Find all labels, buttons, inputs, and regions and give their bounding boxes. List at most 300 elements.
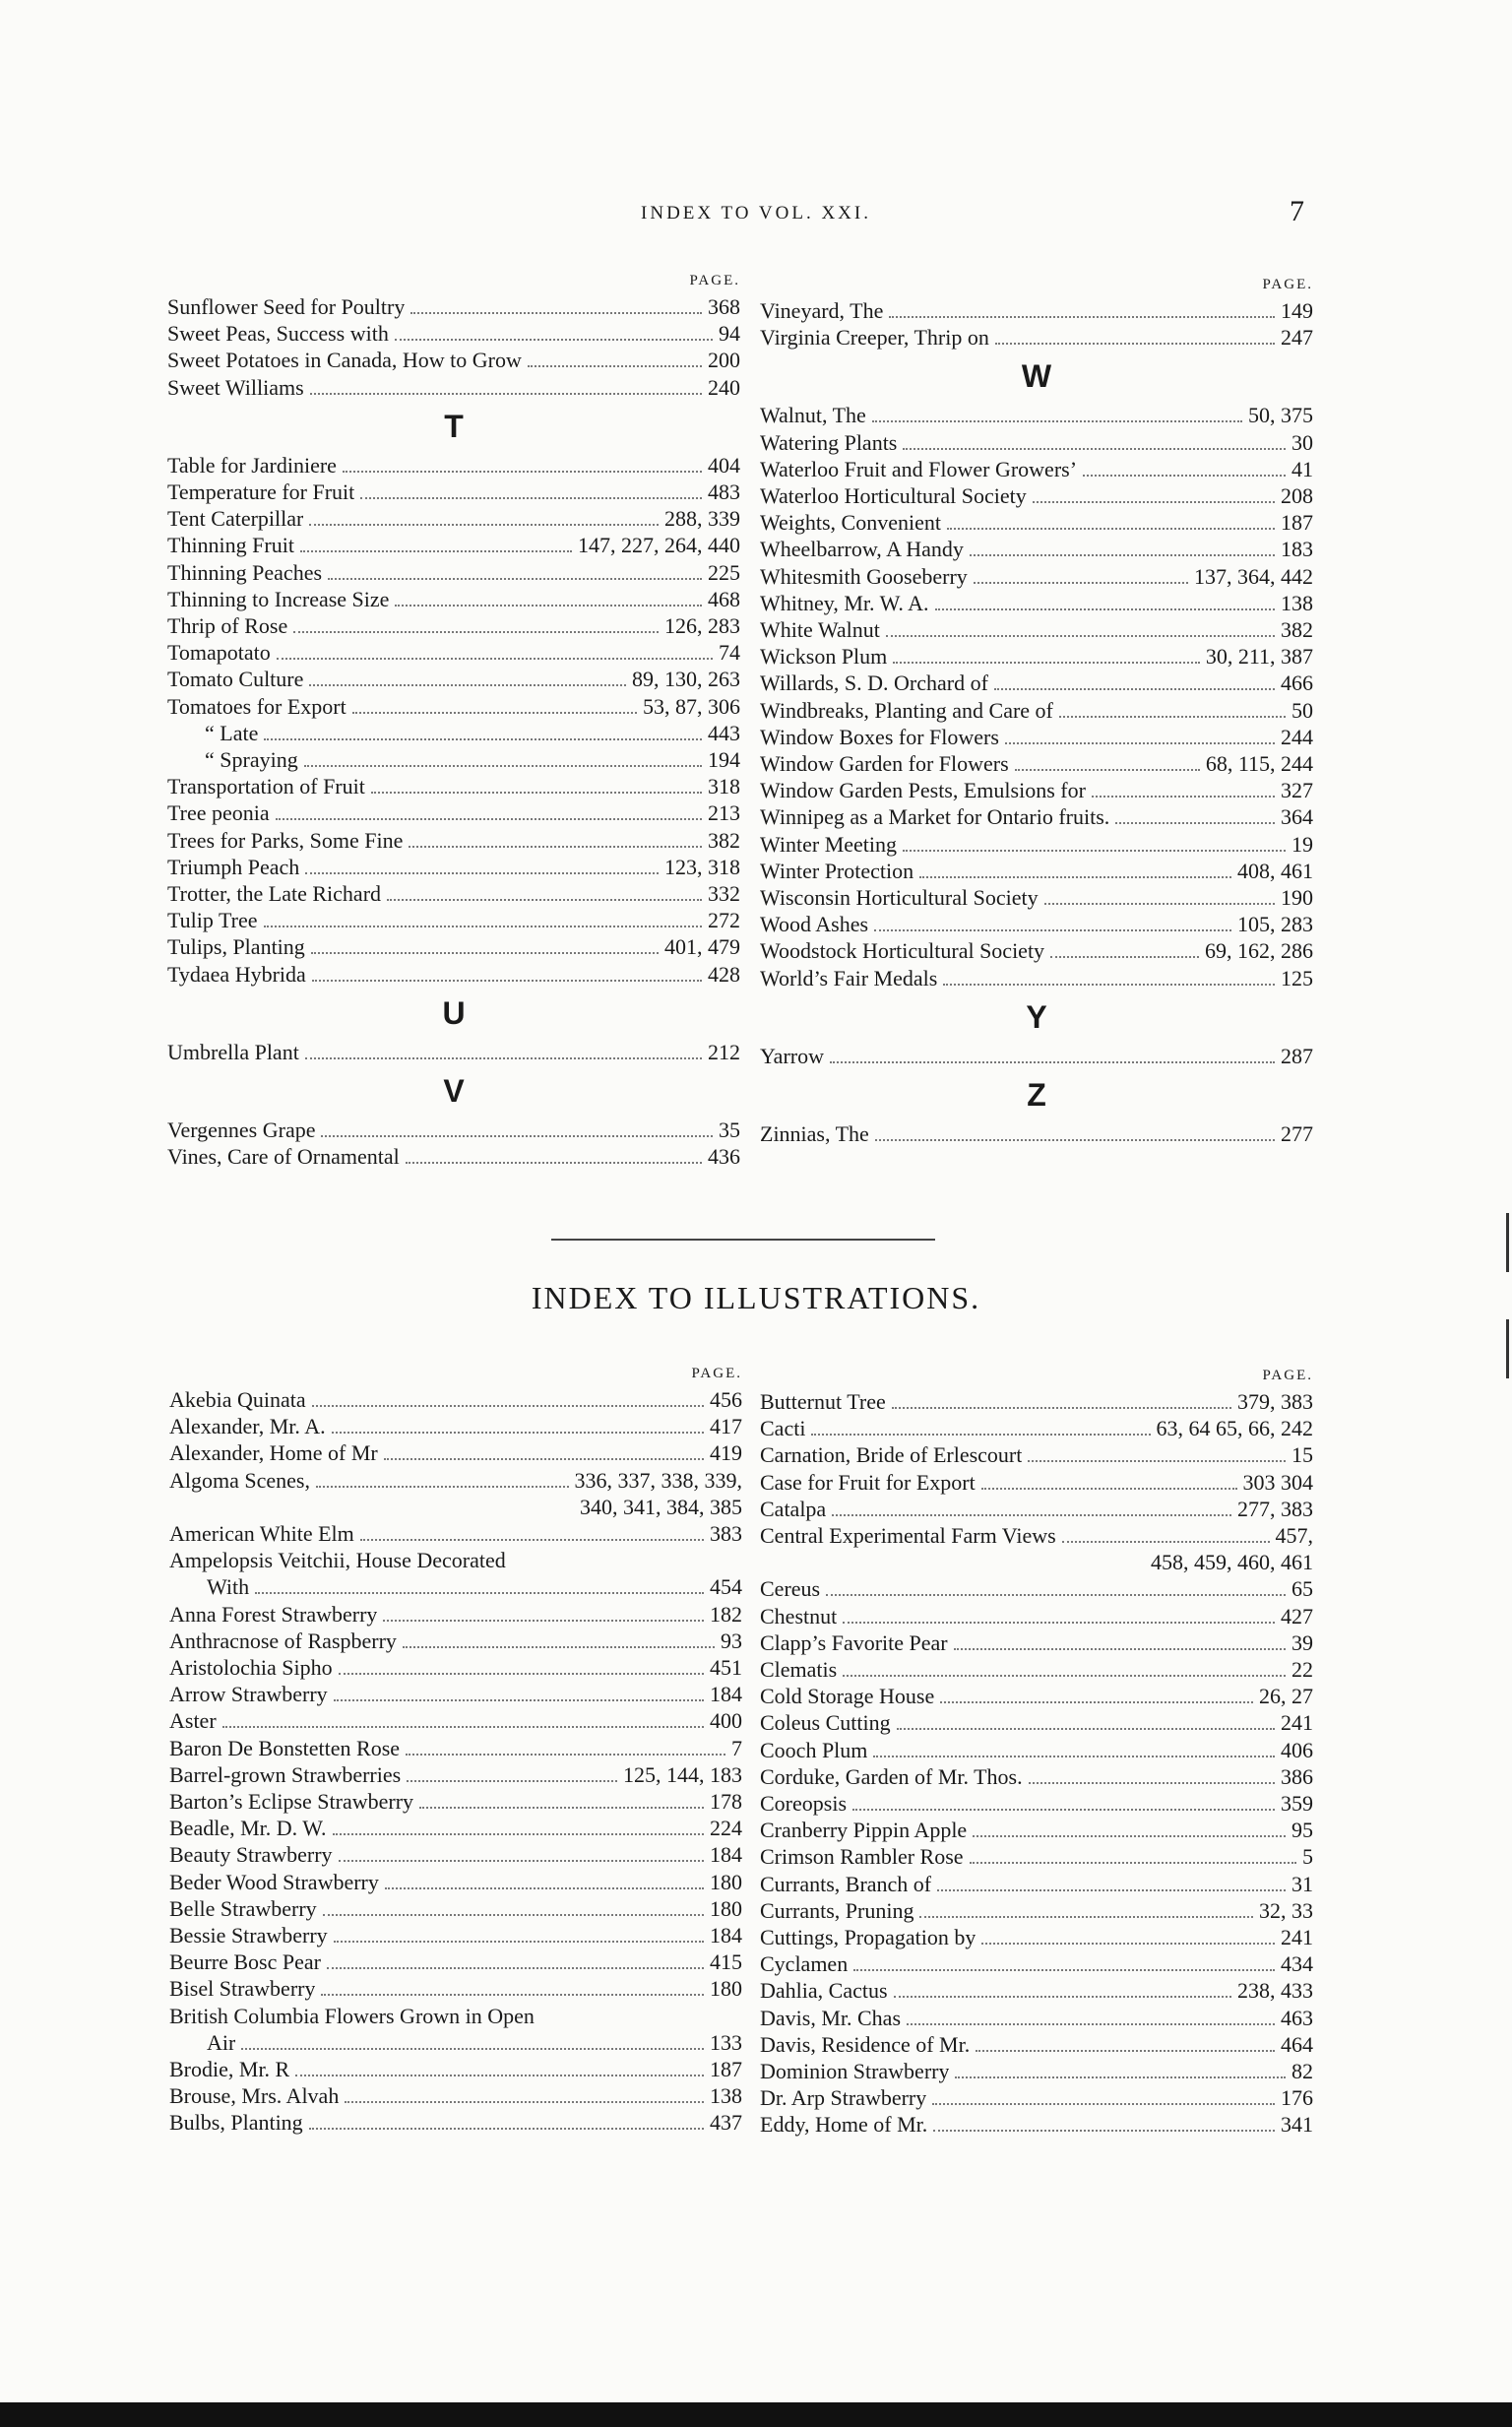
entry-text: Currants, Pruning (760, 1897, 914, 1923)
leader-dots (332, 1432, 704, 1434)
index-entry (760, 509, 1313, 536)
index-entry (167, 961, 740, 988)
leader-dots (830, 1061, 1275, 1063)
leader-dots (321, 1135, 713, 1137)
leader-dots (843, 1675, 1286, 1677)
entry-pages: 69, 162, 286 (1205, 938, 1313, 964)
entry-text: Catalpa (760, 1496, 827, 1521)
entry-pages: 244 (1281, 724, 1313, 749)
entry-pages: 31 (1292, 1871, 1313, 1896)
leader-dots (528, 365, 702, 367)
entry-pages: 126, 283 (664, 613, 740, 639)
entry-pages: 427 (1281, 1603, 1313, 1629)
leader-dots (310, 393, 702, 395)
entry-pages: 468 (708, 586, 740, 611)
leader-dots (976, 2050, 1275, 2052)
index-entry (760, 777, 1313, 803)
entry-pages: 247 (1281, 325, 1313, 351)
index-entry (167, 720, 740, 746)
entry-text: Beder Wood Strawberry (169, 1869, 379, 1894)
entry-pages: 187 (1281, 510, 1313, 536)
entry-pages: 194 (708, 747, 740, 773)
entry-text: Temperature for Fruit (167, 479, 355, 505)
leader-dots (981, 1488, 1237, 1490)
entry-text: Davis, Residence of Mr. (760, 2031, 971, 2057)
entry-text: Wisconsin Horticultural Society (760, 885, 1039, 911)
index-entry (167, 1117, 740, 1143)
entry-pages: 105, 283 (1237, 912, 1313, 937)
section-divider (551, 1239, 935, 1241)
index-entry (760, 1629, 1313, 1656)
index-entry (760, 697, 1313, 724)
index-entry (760, 590, 1313, 616)
entry-text: Ampelopsis Veitchii, House Decorated (169, 1548, 506, 1573)
entry-text: Tydaea Hybrida (167, 961, 306, 987)
index-entry (169, 1707, 742, 1734)
entry-text: Tulips, Planting (167, 934, 305, 960)
index-entry (169, 1895, 742, 1922)
entry-pages: 457, (1275, 1523, 1313, 1549)
entry-pages: 50, 375 (1248, 403, 1313, 428)
entry-text: Window Garden for Flowers (760, 751, 1009, 777)
entry-text: Cacti (760, 1416, 806, 1441)
leader-dots (919, 1916, 1253, 1918)
entry-pages: 184 (710, 1682, 742, 1707)
index-entry (760, 536, 1313, 562)
index-entry (169, 1439, 742, 1466)
leader-dots (305, 1057, 702, 1059)
entry-pages: 332 (708, 881, 740, 907)
entry-pages: 149 (1281, 298, 1313, 323)
leader-dots (395, 605, 702, 607)
index-entry (169, 1413, 742, 1439)
leader-dots (345, 2101, 704, 2103)
entry-text: Wickson Plum (760, 644, 888, 670)
entry-pages: 241 (1281, 1925, 1313, 1950)
entry-text: Davis, Mr. Chas (760, 2005, 901, 2030)
scan-bottom-edge (0, 2402, 1512, 2427)
entry-pages: 463 (1281, 2005, 1313, 2030)
leader-dots (371, 792, 702, 794)
entry-text: Whitney, Mr. W. A. (760, 590, 929, 615)
entry-text: Thrip of Rose (167, 613, 288, 639)
entry-pages: 428 (708, 961, 740, 987)
entry-text: Cold Storage House (760, 1684, 935, 1709)
entry-pages: 415 (710, 1949, 742, 1975)
entry-pages: 364 (1281, 804, 1313, 830)
entry-pages: 180 (710, 1869, 742, 1894)
entry-pages: 383 (710, 1521, 742, 1547)
index-column-left (167, 268, 740, 1170)
leader-dots (852, 1809, 1275, 1811)
index-entry (167, 746, 740, 773)
index-entry (167, 639, 740, 666)
entry-pages: 74 (719, 640, 740, 666)
entry-text: Sunflower Seed for Poultry (167, 294, 406, 319)
index-entry (169, 1681, 742, 1707)
index-entry (760, 1737, 1313, 1763)
entry-pages: 318 (708, 774, 740, 799)
leader-dots (387, 899, 702, 901)
entry-text: Transportation of Fruit (167, 774, 365, 799)
leader-dots (309, 524, 659, 526)
entry-text: Window Boxes for Flowers (760, 724, 999, 749)
leader-dots (304, 765, 702, 767)
leader-dots (295, 2075, 704, 2076)
index-entry (169, 1654, 742, 1681)
entry-text: Beadle, Mr. D. W. (169, 1816, 327, 1841)
leader-dots (276, 818, 702, 820)
entry-text: Walnut, The (760, 403, 866, 428)
leader-dots (940, 1701, 1253, 1703)
entry-pages: 15 (1292, 1442, 1313, 1468)
entry-text: Winter Meeting (760, 831, 898, 857)
leader-dots (889, 316, 1275, 318)
entry-pages: 183 (1281, 537, 1313, 562)
leader-dots (309, 684, 626, 686)
index-entry (167, 880, 740, 907)
entry-text: Akebia Quinata (169, 1387, 306, 1412)
running-head: INDEX TO VOL. XXI. (641, 203, 871, 224)
entry-pages: 404 (708, 452, 740, 478)
entry-text: Dr. Arp Strawberry (760, 2085, 927, 2111)
entry-pages: 277, 383 (1237, 1496, 1313, 1521)
entry-pages: 93 (721, 1628, 742, 1653)
entry-pages: 50 (1292, 697, 1313, 723)
entry-pages: 408, 461 (1237, 858, 1313, 883)
index-entry (760, 724, 1313, 750)
leader-dots (1062, 1541, 1270, 1543)
entry-text: Brodie, Mr. R (169, 2057, 290, 2082)
entry-text: Cooch Plum (760, 1737, 868, 1762)
entry-text: Whitesmith Gooseberry (760, 563, 968, 589)
index-entry (169, 1922, 742, 1948)
entry-pages: 437 (710, 2110, 742, 2136)
leader-dots (360, 497, 702, 499)
index-entry (167, 799, 740, 826)
entry-text: Aristolochia Sipho (169, 1655, 333, 1681)
leader-dots (1050, 956, 1199, 958)
scan-edge-mark (1506, 1213, 1509, 1272)
index-entry (760, 1843, 1313, 1870)
entry-pages: 382 (708, 827, 740, 853)
leader-dots (894, 1996, 1231, 1998)
index-entry-continuation: 458, 459, 460, 461 (1151, 1550, 1313, 1575)
index-entry (167, 612, 740, 639)
entry-text: Chestnut (760, 1603, 838, 1629)
entry-pages: 35 (719, 1118, 740, 1143)
entry-pages: 147, 227, 264, 440 (578, 533, 740, 558)
index-entry (760, 965, 1313, 991)
index-entry (760, 1977, 1313, 2004)
index-entry (167, 827, 740, 854)
index-entry (167, 293, 740, 320)
leader-dots (277, 658, 713, 660)
leader-dots (874, 929, 1231, 931)
entry-text: Table for Jardiniere (167, 452, 337, 478)
index-entry (169, 1948, 742, 1975)
leader-dots (264, 738, 702, 740)
entry-text: Tulip Tree (167, 908, 258, 933)
entry-pages: 382 (1281, 617, 1313, 643)
index-entry (167, 452, 740, 479)
leader-dots (933, 2130, 1275, 2132)
index-entry (760, 563, 1313, 590)
leader-dots (343, 471, 702, 473)
entry-pages: 138 (1281, 590, 1313, 615)
entry-pages: 238, 433 (1237, 1978, 1313, 2004)
entry-text: Beurre Bosc Pear (169, 1949, 321, 1975)
index-entry (167, 854, 740, 880)
entry-pages: 95 (1292, 1818, 1313, 1843)
entry-pages: 400 (710, 1708, 742, 1734)
leader-dots (321, 1994, 704, 1996)
entry-pages: 178 (710, 1789, 742, 1815)
entry-pages: 436 (708, 1144, 740, 1170)
section-letter: U (442, 994, 466, 1031)
index-entry (169, 1975, 742, 2002)
index-entry (760, 297, 1313, 324)
leader-dots (974, 582, 1188, 584)
index-entry (169, 2082, 742, 2109)
leader-dots (327, 1967, 704, 1969)
index-entry (167, 505, 740, 532)
entry-text: Yarrow (760, 1043, 824, 1068)
section-letter: T (444, 408, 464, 444)
entry-text: Air (207, 2029, 236, 2055)
leader-dots (1092, 796, 1275, 798)
entry-pages: 417 (710, 1414, 742, 1439)
index-entry (760, 1817, 1313, 1843)
index-column-right (760, 272, 1313, 1147)
entry-text: Butternut Tree (760, 1389, 886, 1414)
index-entry (760, 1897, 1313, 1924)
entry-pages: 182 (710, 1601, 742, 1627)
index-entry (169, 2056, 742, 2082)
entry-pages: 212 (708, 1039, 740, 1064)
leader-dots (1033, 501, 1275, 503)
leader-dots (1015, 769, 1200, 771)
entry-text: With (207, 1574, 250, 1600)
entry-pages: 180 (710, 1895, 742, 1921)
section-letter: Z (1027, 1077, 1046, 1114)
page-column-label: PAGE. (689, 273, 740, 288)
leader-dots (947, 528, 1275, 530)
index-entry (167, 666, 740, 692)
entry-pages: 7 (731, 1735, 742, 1760)
leader-dots (994, 688, 1275, 690)
index-entry (760, 884, 1313, 911)
entry-pages: 277 (1281, 1121, 1313, 1147)
entry-pages: 368 (708, 294, 740, 319)
leader-dots (384, 1458, 704, 1460)
index-entry (760, 456, 1313, 482)
index-entry (167, 933, 740, 960)
entry-text: Currants, Branch of (760, 1871, 932, 1896)
entry-text: Tomapotato (167, 640, 271, 666)
entry-text: Clapp’s Favorite Pear (760, 1629, 948, 1655)
entry-text: “ Late (205, 720, 259, 745)
leader-dots (903, 448, 1286, 450)
entry-text: Tent Caterpillar (167, 506, 304, 532)
entry-pages: 336, 337, 338, 339, (574, 1467, 742, 1493)
index-entry (760, 643, 1313, 670)
entry-text: Anthracnose of Raspberry (169, 1628, 397, 1653)
leader-dots (309, 2128, 704, 2130)
index-entry (760, 1656, 1313, 1683)
entry-text: Wheelbarrow, A Handy (760, 537, 964, 562)
entry-text: Barrel-grown Strawberries (169, 1761, 402, 1787)
entry-text: Waterloo Fruit and Flower Growers’ (760, 456, 1078, 481)
index-entry (169, 1815, 742, 1841)
index-entry (167, 773, 740, 799)
entry-pages: 200 (708, 348, 740, 373)
leader-dots (970, 1862, 1296, 1864)
leader-dots (875, 1139, 1275, 1141)
index-entry (760, 750, 1313, 777)
leader-dots (409, 846, 702, 848)
illustrations-column-right (760, 1363, 1313, 2139)
leader-dots (893, 662, 1200, 664)
leader-dots (873, 1756, 1275, 1757)
entry-pages: 272 (708, 908, 740, 933)
entry-text: Umbrella Plant (167, 1039, 299, 1064)
entry-text: Carnation, Bride of Erlescourt (760, 1442, 1023, 1468)
entry-text: Vergennes Grape (167, 1118, 316, 1143)
entry-pages: 180 (710, 1976, 742, 2002)
leader-dots (1083, 475, 1286, 477)
entry-pages: 39 (1292, 1629, 1313, 1655)
entry-pages: 68, 115, 244 (1205, 751, 1313, 777)
entry-text: Thinning Peaches (167, 559, 323, 585)
entry-pages: 184 (710, 1923, 742, 1948)
index-entry (167, 586, 740, 612)
entry-text: Algoma Scenes, (169, 1467, 310, 1493)
entry-pages: 123, 318 (664, 854, 740, 879)
entry-pages: 451 (710, 1655, 742, 1681)
entry-pages: 434 (1281, 1951, 1313, 1977)
entry-text: Zinnias, The (760, 1121, 869, 1147)
entry-text: Case for Fruit for Export (760, 1469, 976, 1495)
index-entry (760, 1763, 1313, 1790)
index-entry (169, 2109, 742, 2136)
entry-pages: 30 (1292, 429, 1313, 455)
scan-edge-mark (1506, 1319, 1509, 1378)
entry-pages: 359 (1281, 1791, 1313, 1817)
entry-pages: 483 (708, 479, 740, 505)
entry-text: Alexander, Home of Mr (169, 1440, 378, 1466)
entry-pages: 137, 364, 442 (1194, 563, 1313, 589)
entry-text: Thinning Fruit (167, 533, 294, 558)
entry-pages: 65 (1292, 1576, 1313, 1602)
leader-dots (293, 631, 659, 633)
leader-dots (328, 578, 702, 580)
leader-dots (241, 2048, 704, 2050)
index-entry (169, 1735, 742, 1761)
index-entry (167, 1143, 740, 1170)
entry-pages: 466 (1281, 671, 1313, 696)
entry-pages: 419 (710, 1440, 742, 1466)
entry-text: Sweet Peas, Success with (167, 321, 389, 347)
entry-pages: 63, 64 65, 66, 242 (1156, 1416, 1313, 1441)
leader-dots (403, 1646, 715, 1648)
index-entry (760, 429, 1313, 456)
index-entry (167, 320, 740, 347)
entry-text: Baron De Bonstetten Rose (169, 1735, 401, 1760)
leader-dots (843, 1622, 1275, 1624)
leader-dots (954, 1648, 1286, 1650)
index-entry (760, 937, 1313, 964)
entry-text: Coleus Cutting (760, 1710, 891, 1736)
entry-text: Willards, S. D. Orchard of (760, 671, 988, 696)
leader-dots (919, 876, 1231, 878)
entry-pages: 379, 383 (1237, 1389, 1313, 1414)
entry-text: Dahlia, Cactus (760, 1978, 888, 2004)
entry-pages: 19 (1292, 831, 1313, 857)
leader-dots (323, 1914, 704, 1916)
entry-text: Bessie Strawberry (169, 1923, 328, 1948)
leader-dots (1005, 742, 1275, 744)
index-entry (169, 1788, 742, 1815)
leader-dots (943, 984, 1275, 986)
page-column-label: PAGE. (1262, 277, 1313, 292)
entry-pages: 26, 27 (1259, 1684, 1313, 1709)
entry-text: Cuttings, Propagation by (760, 1925, 976, 1950)
entry-text: Watering Plants (760, 429, 898, 455)
entry-text: Tomatoes for Export (167, 693, 346, 719)
index-entry (169, 1386, 742, 1413)
index-entry (760, 858, 1313, 884)
index-entry (760, 1950, 1313, 1977)
index-entry (760, 2111, 1313, 2138)
leader-dots (406, 1162, 702, 1164)
entry-text: Aster (169, 1708, 217, 1734)
entry-text: Coreopsis (760, 1791, 847, 1817)
leader-dots (333, 1833, 705, 1835)
leader-dots (872, 420, 1242, 422)
page-number: 7 (1290, 195, 1304, 227)
entry-text: Sweet Potatoes in Canada, How to Grow (167, 348, 522, 373)
entry-text: Woodstock Horticultural Society (760, 938, 1045, 964)
entry-text: Belle Strawberry (169, 1895, 317, 1921)
leader-dots (339, 1860, 704, 1862)
index-entry (760, 2005, 1313, 2031)
leader-dots (981, 1943, 1275, 1945)
index-entry (760, 831, 1313, 858)
index-entry (760, 1388, 1313, 1415)
entry-pages: 327 (1281, 778, 1313, 803)
leader-dots (264, 926, 702, 927)
entry-text: Bisel Strawberry (169, 1976, 316, 2002)
index-entry (760, 1522, 1313, 1549)
entry-text: Trotter, the Late Richard (167, 881, 382, 907)
leader-dots (1028, 1460, 1286, 1462)
leader-dots (419, 1807, 704, 1809)
entry-text: British Columbia Flowers Grown in Open (169, 2003, 535, 2028)
leader-dots (334, 1941, 704, 1943)
index-entry (760, 1575, 1313, 1602)
entry-text: Triumph Peach (167, 854, 300, 879)
index-entry (169, 1841, 742, 1868)
index-entry (169, 1628, 742, 1654)
leader-dots (410, 312, 702, 314)
index-entry (760, 1496, 1313, 1522)
index-entry (169, 2029, 742, 2056)
entry-pages: 22 (1292, 1657, 1313, 1683)
leader-dots (407, 1780, 617, 1782)
index-entry (760, 402, 1313, 428)
entry-text: World’s Fair Medals (760, 965, 938, 990)
